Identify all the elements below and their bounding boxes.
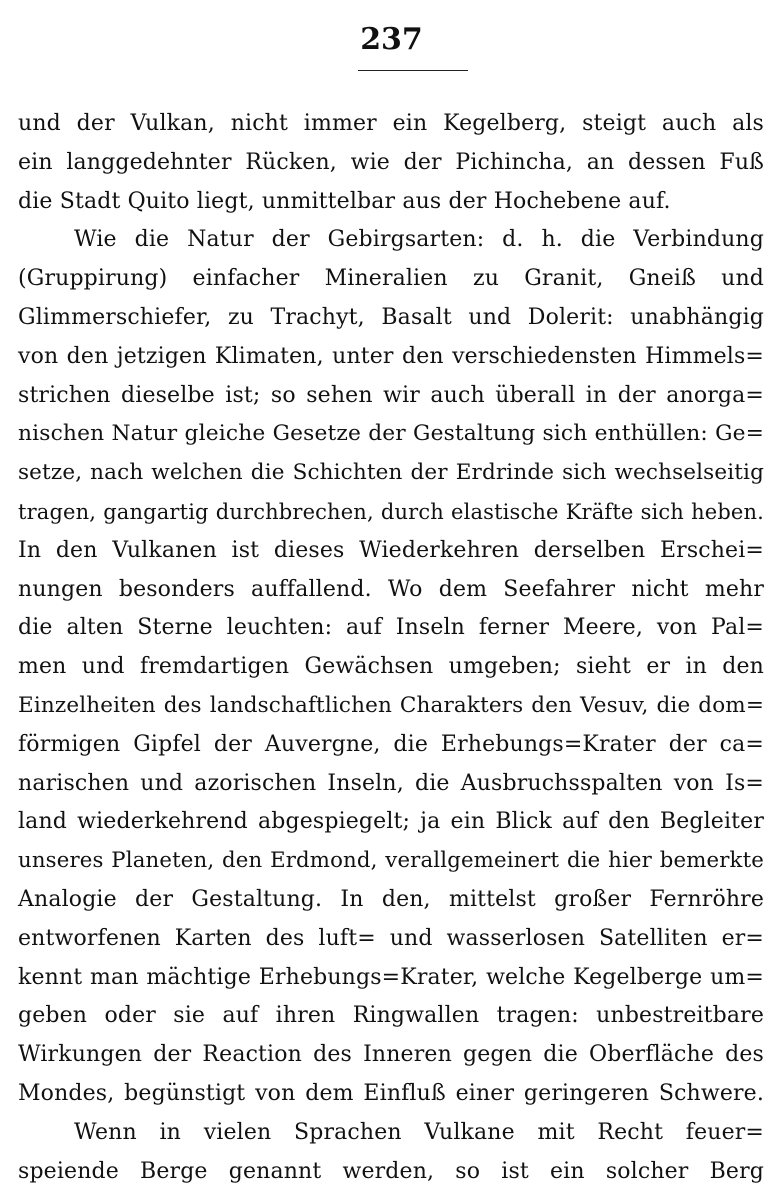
text-line: ein langgedehnter Rücken, wie der Pichincha, an dessen Fuß: [18, 149, 764, 175]
text-line: unseres Planeten, den Erdmond, verallgemeinert die hier bemerkte: [18, 848, 764, 874]
text-line: Wenn in vielen Sprachen Vulkane mit Recht feuer=: [74, 1119, 764, 1145]
text-line: narischen und azorischen Inseln, die Ausbruchsspalten von Is=: [18, 770, 764, 796]
text-line: kennt man mächtige Erhebungs=Krater, welche Kegelberge um=: [18, 964, 764, 990]
text-line: förmigen Gipfel der Auvergne, die Erhebungs=Krater der ca=: [18, 731, 764, 757]
page-number: 237: [360, 22, 423, 57]
text-line: setze, nach welchen die Schichten der Erdrinde sich wechselseitig: [18, 460, 764, 486]
text-line: Glimmerschiefer, zu Trachyt, Basalt und Dolerit: unabhängig: [18, 304, 764, 330]
body-text: [18, 105, 764, 1191]
text-line: men und fremdartigen Gewächsen umgeben; sieht er in den: [18, 654, 764, 680]
text-line: Einzelheiten des landschaftlichen Charakters den Vesuv, die dom=: [18, 692, 764, 718]
text-line: tragen, gangartig durchbrechen, durch elastische Kräfte sich heben.: [18, 499, 764, 524]
text-line: die alten Sterne leuchten: auf Inseln ferner Meere, von Pal=: [18, 615, 764, 641]
text-line: geben oder sie auf ihren Ringwallen tragen: unbestreitbare: [18, 1003, 764, 1029]
text-line: Wirkungen der Reaction des Inneren gegen die Oberfläche des: [18, 1042, 764, 1068]
text-line: speiende Berge genannt werden, so ist ein solcher Berg: [18, 1158, 764, 1184]
text-line: (Gruppirung) einfacher Mineralien zu Granit, Gneiß und: [18, 266, 764, 292]
text-line: Wie die Natur der Gebirgsarten: d. h. die Verbindung: [74, 227, 764, 253]
text-line: nischen Natur gleiche Gesetze der Gestaltung sich enthüllen: Ge=: [18, 421, 764, 447]
text-line: Mondes, begünstigt von dem Einfluß einer geringeren Schwere.: [18, 1080, 764, 1106]
text-line: Analogie der Gestaltung. In den, mittelst großer Fernröhre: [18, 886, 764, 912]
text-line: land wiederkehrend abgespiegelt; ja ein Blick auf den Begleiter: [18, 809, 764, 835]
text-line: und der Vulkan, nicht immer ein Kegelberg, steigt auch als: [18, 111, 764, 136]
header-rule: [358, 70, 468, 71]
text-line: strichen dieselbe ist; so sehen wir auch überall in der anorga=: [18, 382, 764, 408]
text-line: von den jetzigen Klimaten, unter den verschiedensten Himmels=: [18, 343, 764, 369]
text-line: In den Vulkanen ist dieses Wiederkehren derselben Erschei=: [18, 537, 764, 563]
text-line: nungen besonders auffallend. Wo dem Seefahrer nicht mehr: [18, 576, 764, 602]
text-line: entworfenen Karten des luft= und wasserlosen Satelliten er=: [18, 925, 764, 951]
text-line: die Stadt Quito liegt, unmittelbar aus der Hochebene auf.: [18, 188, 671, 214]
